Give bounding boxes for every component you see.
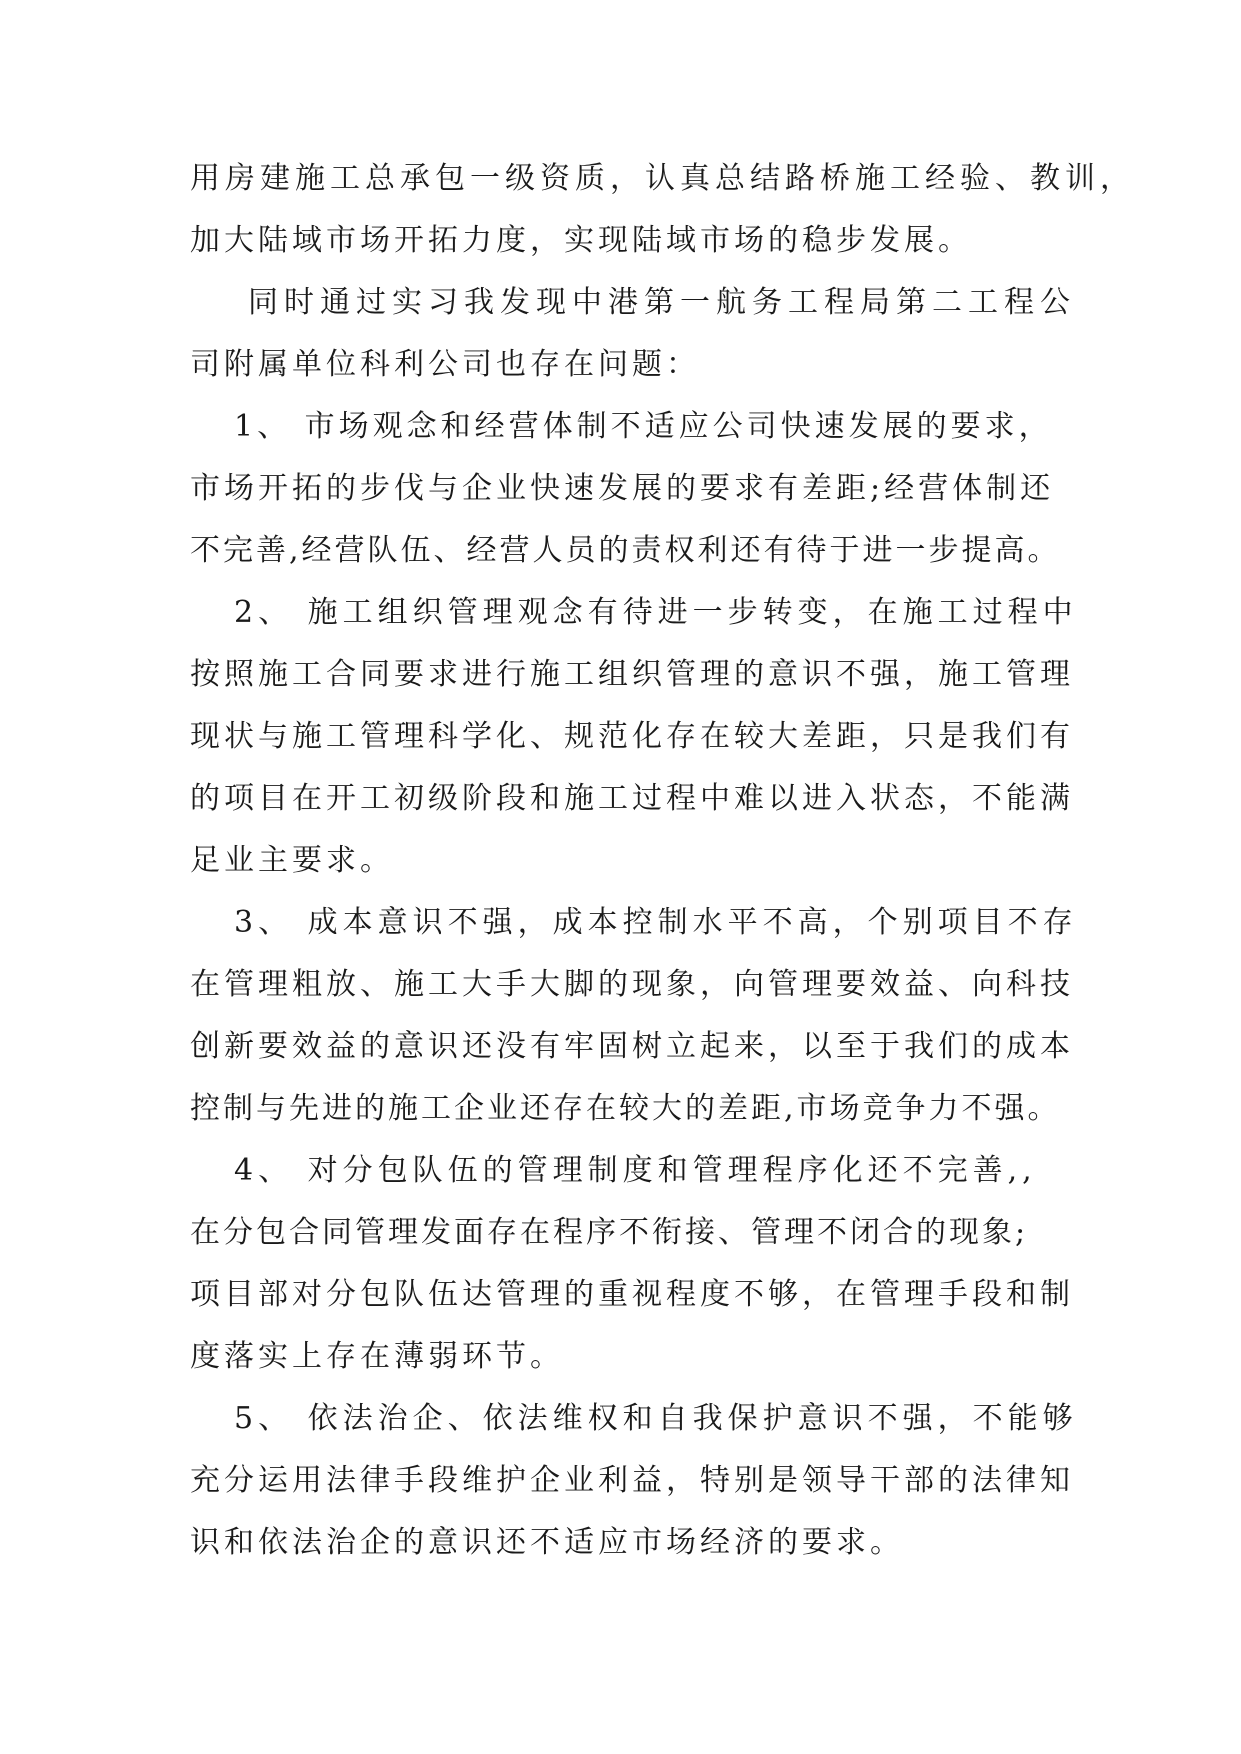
text-line: 创新要效益的意识还没有牢固树立起来，以至于我们的成本 bbox=[190, 1029, 1074, 1064]
text-line: 现状与施工管理科学化、规范化存在较大差距，只是我们有 bbox=[190, 719, 1074, 754]
text-line: 加大陆域市场开拓力度，实现陆域市场的稳步发展。 bbox=[190, 223, 972, 258]
text-line: 1、 市场观念和经营体制不适应公司快速发展的要求， bbox=[234, 409, 1053, 444]
text-line: 控制与先进的施工企业还存在较大的差距,市场竞争力不强。 bbox=[190, 1091, 1061, 1126]
text-line: 的项目在开工初级阶段和施工过程中难以进入状态，不能满 bbox=[190, 781, 1074, 816]
text-line: 项目部对分包队伍达管理的重视程度不够，在管理手段和制 bbox=[190, 1277, 1074, 1312]
text-line: 市场开拓的步伐与企业快速发展的要求有差距;经营体制还 bbox=[190, 471, 1055, 506]
text-line: 3、 成本意识不强，成本控制水平不高，个别项目不存 bbox=[234, 905, 1078, 940]
text-line: 充分运用法律手段维护企业利益，特别是领导干部的法律知 bbox=[190, 1463, 1074, 1498]
text-line: 在管理粗放、施工大手大脚的现象，向管理要效益、向科技 bbox=[190, 967, 1074, 1002]
text-line: 2、 施工组织管理观念有待进一步转变，在施工过程中 bbox=[234, 595, 1078, 630]
document-body bbox=[190, 148, 1135, 1574]
text-line: 在分包合同管理发面存在程序不衔接、管理不闭合的现象; bbox=[190, 1215, 1029, 1250]
text-line: 足业主要求。 bbox=[190, 843, 394, 878]
text-line: 同时通过实习我发现中港第一航务工程局第二工程公 bbox=[248, 285, 1076, 320]
text-line: 用房建施工总承包一级资质，认真总结路桥施工经验、教训， bbox=[190, 161, 1135, 196]
text-line: 4、 对分包队伍的管理制度和管理程序化还不完善,, bbox=[234, 1153, 1037, 1188]
text-line: 5、 依法治企、依法维权和自我保护意识不强，不能够 bbox=[234, 1401, 1078, 1436]
text-line: 按照施工合同要求进行施工组织管理的意识不强，施工管理 bbox=[190, 657, 1074, 692]
text-line: 不完善,经营队伍、经营人员的责权利还有待于进一步提高。 bbox=[190, 533, 1061, 568]
text-line: 司附属单位科利公司也存在问题： bbox=[190, 347, 700, 382]
text-line: 识和依法治企的意识还不适应市场经济的要求。 bbox=[190, 1525, 904, 1560]
text-line: 度落实上存在薄弱环节。 bbox=[190, 1339, 564, 1374]
